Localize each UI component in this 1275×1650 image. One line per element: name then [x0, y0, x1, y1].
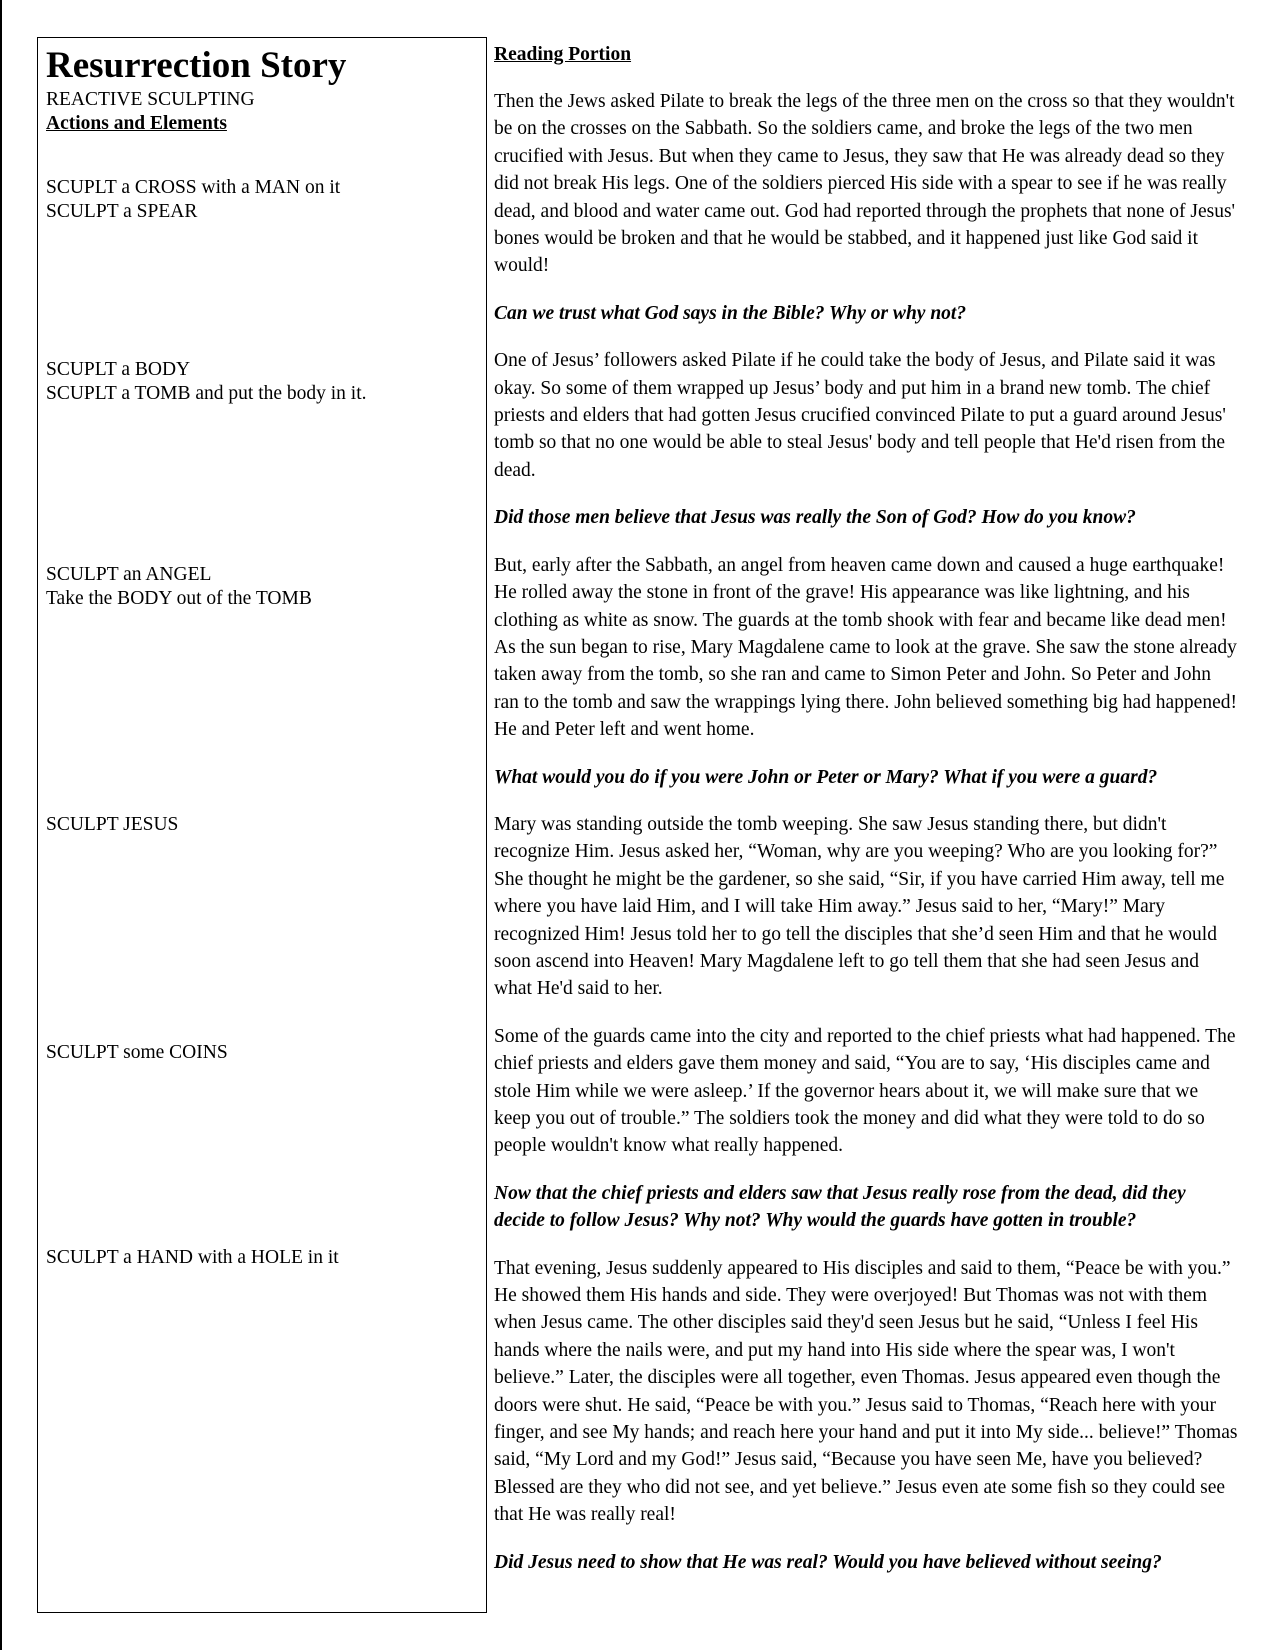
action-item: SCUPLT a TOMB and put the body in it. [46, 383, 367, 404]
actions-panel [37, 37, 487, 1613]
action-item: SCULPT a HAND with a HOLE in it [46, 1247, 339, 1268]
action-item: SCULPT a SPEAR [46, 201, 198, 222]
action-group-1 [46, 176, 340, 224]
discussion-question: Did those men believe that Jesus was really the Son of God? How do you know? [494, 507, 1136, 529]
page-left-border [0, 0, 2, 1650]
reading-paragraph: But, early after the Sabbath, an angel from heaven came down and caused a huge earthquake! He rolled away the stone in front of the grave! His appearance was like lightning, and his clothing as white as snow. The guards at the tomb shook with fear and became like dead men! As the sun began to rise, Mary Magdalene came to look at the grave. She saw the stone already taken away from the tomb, so she ran and came to Simon Peter and John. So Peter and John ran to the tomb and saw the wrappings lying there. John believed something big had happened! He and Peter left and went home. [494, 554, 1237, 741]
action-group-4 [46, 813, 178, 837]
action-group-3 [46, 563, 312, 611]
action-group-6 [46, 1246, 339, 1270]
discussion-question: What would you do if you were John or Peter or Mary? What if you were a guard? [494, 766, 1158, 788]
action-item: SCUPLT a BODY [46, 359, 191, 380]
discussion-question: Can we trust what God says in the Bible? Why or why not? [494, 302, 967, 324]
reading-heading: Reading Portion [494, 44, 632, 65]
activity-subtitle: REACTIVE SCULPTING [46, 89, 255, 110]
action-item: SCULPT JESUS [46, 814, 179, 835]
reading-paragraph: One of Jesus’ followers asked Pilate if he could take the body of Jesus, and Pilate said it was okay. So some of them wrapped up Jesus’ body and put him in a brand new tomb. The chief priests and elders that had gotten Jesus crucified convinced Pilate to put a guard around Jesus' tomb so that no one would be able to steal Jesus' body and tell people that He'd risen from the dead. [494, 350, 1226, 481]
reading-paragraph: Then the Jews asked Pilate to break the legs of the three men on the cross so that they wouldn't be on the crosses on the Sabbath. So the soldiers came, and broke the legs of the two men crucified with Jesus. But when they came to Jesus, they saw that He was already dead so they did not break His legs. One of the soldiers pierced His side with a spear to see if he was really dead, and blood and water came out. God had reported through the prophets that none of Jesus' bones would be broken and that he would be stabbed, and it happened just like God said it would! [494, 91, 1236, 277]
reading-paragraph: That evening, Jesus suddenly appeared to His disciples and said to them, “Peace be with you.” He showed them His hands and side. They were overjoyed! But Thomas was not with them when Jesus came. The other disciples said they'd seen Jesus but he said, “Unless I feel His hands where the nails were, and put my hand into His side where the spear was, I won't believe.” Later, the disciples were all together, even Thomas. Jesus appeared even though the doors were shut. He said, “Peace be with you.” Jesus said to Thomas, “Reach here with your finger, and see My hands; and reach here your hand and put it into My side... believe!” Thomas said, “My Lord and my God!” Jesus said, “Because you have seen Me, have you believed? Blessed are they who did not see, and yet believe.” Jesus even ate some fish so they could see that He was really real! [494, 1257, 1238, 1526]
action-item: Take the BODY out of the TOMB [46, 588, 312, 609]
story-title: Resurrection Story [46, 45, 347, 86]
action-group-2 [46, 358, 367, 406]
discussion-question: Did Jesus need to show that He was real? Would you have believed without seeing? [494, 1551, 1162, 1573]
reading-portion [494, 42, 1239, 1596]
action-group-5 [46, 1041, 228, 1065]
reading-paragraph: Some of the guards came into the city and reported to the chief priests what had happened. The chief priests and elders gave them money and said, “You are to say, ‘His disciples came and stole Him while we were asleep.’ If the governor hears about it, we will make sure that we keep you out of trouble.” The soldiers took the money and did what they were told to do so people wouldn't know what really happened. [494, 1025, 1236, 1157]
actions-subheading: Actions and Elements [46, 113, 227, 134]
action-item: SCUPLT a CROSS with a MAN on it [46, 177, 341, 198]
action-item: SCULPT some COINS [46, 1042, 228, 1063]
reading-paragraph: Mary was standing outside the tomb weeping. She saw Jesus standing there, but didn't recognize Him. Jesus asked her, “Woman, why are you weeping? Who are you looking for?” She thought he might be the gardener, so she said, “Sir, if you have carried Him away, tell me where you have laid Him, and I will take Him away.” Jesus said to her, “Mary!” Mary recognized Him! Jesus told her to go tell the disciples that she’d seen Him and that he would soon ascend into Heaven! Mary Magdalene left to go tell them that she had seen Jesus and what He'd said to her. [494, 813, 1225, 1000]
discussion-question: Now that the chief priests and elders saw that Jesus really rose from the dead, did they decide to follow Jesus? Why not? Why would the guards have gotten in trouble? [494, 1182, 1186, 1232]
action-item: SCULPT an ANGEL [46, 564, 212, 585]
